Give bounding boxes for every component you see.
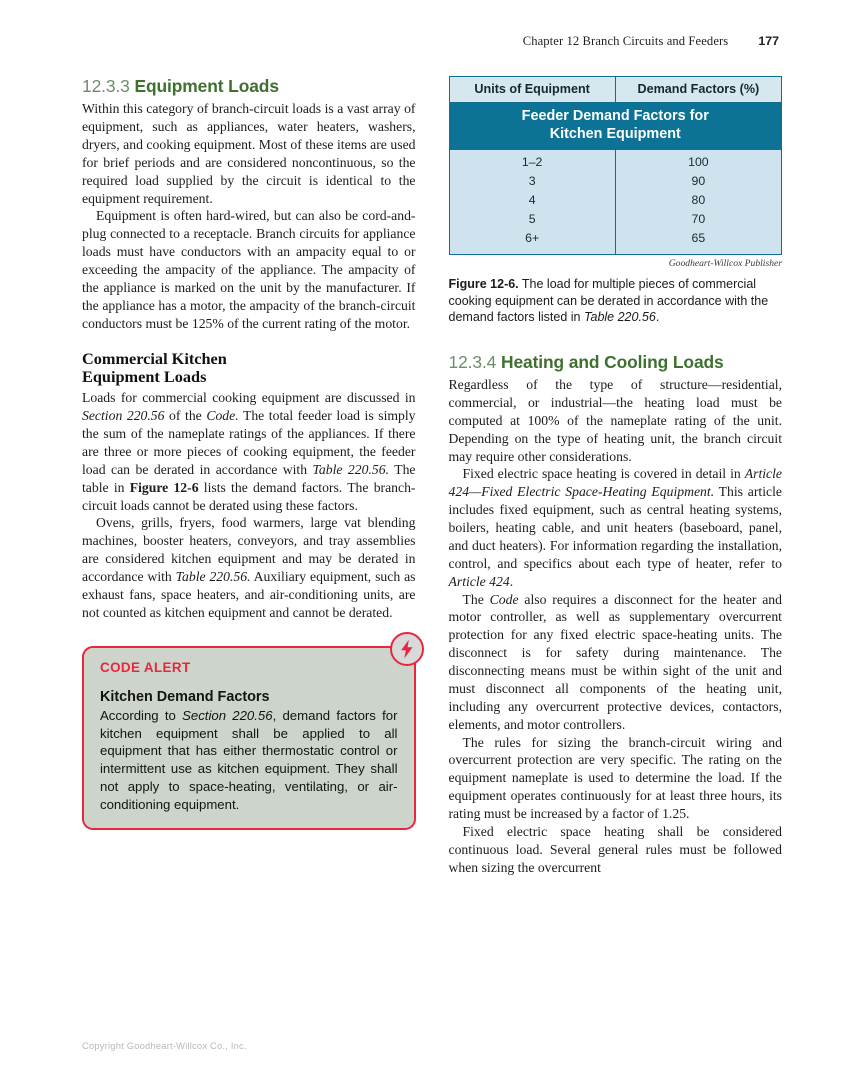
code-alert-title: Kitchen Demand Factors xyxy=(100,688,270,705)
ref-figure-12-6: Figure 12-6 xyxy=(129,479,199,495)
cell-units: 1–2 xyxy=(449,150,615,172)
section-title: Heating and Cooling Loads xyxy=(501,351,724,372)
table-title-line-2: Kitchen Equipment xyxy=(549,125,681,142)
page-body xyxy=(82,76,782,877)
section-title: Equipment Loads xyxy=(134,76,279,96)
cell-demand-factor: 65 xyxy=(615,230,781,255)
ref-section-220-56: Section 220.56 xyxy=(182,707,273,723)
subheading-line-1: Commercial Kitchen xyxy=(82,348,227,368)
section-number: 12.3.4 xyxy=(448,351,497,372)
paragraph-heating-load: Regardless of the type of structure—residential, commercial, or industrial—the heating load must be computed at 100% of the nameplate rating of the unit. Depending on the type of heating unit, the branch circuit may require other considerations. xyxy=(448,377,782,464)
paragraph-kitchen-equipment-list xyxy=(82,514,416,621)
subheading-commercial-kitchen-equipment-loads xyxy=(82,350,416,388)
figure-caption xyxy=(449,276,783,326)
table-row xyxy=(449,150,782,172)
text-run: also requires a disconnect for the heater and motor controller, as well as supplementary overcurrent protection for any fixed electric space-heating units. The disconnect is for safety during maintenance. The disconnecting means must be within sight of the unit and must disconnect all components of the heating unit, including any overcurrent protective devices, contactors, elements, and motor controllers. xyxy=(448,591,782,732)
paragraph-kitchen-loads xyxy=(82,389,416,514)
ref-section-220-56: Section 220.56 xyxy=(82,408,165,424)
ref-code: Code. xyxy=(206,408,239,424)
cell-units: 6+ xyxy=(449,230,615,255)
column-header-units: Units of Equipment xyxy=(449,77,615,103)
table-title-line-1: Feeder Demand Factors for xyxy=(521,108,709,124)
cell-demand-factor: 100 xyxy=(615,150,781,172)
paragraph-continuous-load: Fixed electric space heating shall be considered continuous load. Several general rules must be followed when sizing the overcurrent xyxy=(448,823,782,875)
text-run: . xyxy=(509,573,514,589)
paragraph-disconnect-requirements xyxy=(449,591,783,734)
text-run: The total feeder load is simply the sum of the nameplate ratings of the appliances. If there are three or more pieces of cooking equipment, the feeder load can be derated in accordance with xyxy=(82,408,416,477)
text-run: Fixed electric space heating is covered in detail in xyxy=(462,466,745,482)
code-alert-wrapper xyxy=(82,646,416,830)
figure-12-6 xyxy=(449,76,783,326)
table-body xyxy=(449,150,782,254)
ref-table-220-56: Table 220.56. xyxy=(175,569,251,585)
table-title-cell xyxy=(449,103,782,151)
table-title-row xyxy=(449,103,782,151)
text-run: The table in xyxy=(82,461,416,495)
ref-table-220-56: Table 220.56. xyxy=(312,461,389,477)
code-alert-box xyxy=(82,646,416,830)
paragraph-fixed-electric-space-heating xyxy=(449,465,783,590)
subheading-line-2: Equipment Loads xyxy=(82,367,207,387)
table-row xyxy=(449,173,782,192)
cell-demand-factor: 70 xyxy=(615,211,781,230)
text-run: This article includes fixed equipment, such as central heating systems, boilers, heating cable, and unit heaters (baseboard, panel, and duct heaters). For information regarding the installation, control, and specifics about each type of heater, refer to xyxy=(448,484,782,571)
figure-credit: Goodheart-Willcox Publisher xyxy=(668,258,782,270)
text-run: Ovens, grills, fryers, food warmers, large vat blending machines, booster heaters, conveyors, and tray assemblies are considered kitchen equipment and may be derated in accordance with xyxy=(82,515,416,585)
table-row xyxy=(449,211,782,230)
text-run: , demand factors for kitchen equipment shall be applied to all equipment that has either thermostatic control or intermittent use as kitchen equipment. They shall not apply to space-heating, ventilating, or air-conditioning equipment. xyxy=(100,707,398,812)
footer-copyright: Copyright Goodheart-Willcox Co., Inc. xyxy=(82,1040,247,1051)
text-run: According to xyxy=(100,707,183,723)
table-row xyxy=(449,192,782,211)
cell-units: 3 xyxy=(449,173,615,192)
figure-caption-label: Figure 12-6. xyxy=(448,277,519,292)
table-row xyxy=(449,230,782,255)
running-head xyxy=(80,34,779,49)
text-run: of the xyxy=(164,408,207,424)
ref-table-220-56: Table 220.56 xyxy=(584,310,656,325)
paragraph-sizing-rules: The rules for sizing the branch-circuit wiring and overcurrent protection are very specific. The rating on the equipment nameplate is used to determine the load. If the equipment operates continuously for at least three hours, its rating must be increased by a factor of 1.25. xyxy=(448,734,782,822)
paragraph-equipment-intro: Within this category of branch-circuit loads is a vast array of equipment, such as appliances, water heaters, washers, dryers, and cooking equipment. Most of these items are used for brief periods and are considered noncontinuous, so the required load supplied by the circuit is identical to the equipment requirement. xyxy=(82,101,416,206)
paragraph-equipment-hardwired: Equipment is often hard-wired, but can also be cord-and-plug connected to a receptacle. Branch circuits for appliance loads must have conductors with an ampacity equal to or exceeding the ampacity of the appliance. The ampacity of the appliance is marked on the unit by the manufacturer. If the appliance has a motor, the ampacity of the branch-circuit conductors must be 125% of the current rating of the motor. xyxy=(82,208,416,331)
text-run: lists the demand factors. The branch-circuit loads cannot be derated using these factors. xyxy=(82,479,416,513)
code-alert-kicker: CODE ALERT xyxy=(100,659,191,675)
left-column xyxy=(82,76,416,877)
text-run: The xyxy=(462,591,490,607)
code-alert-text xyxy=(100,707,398,814)
text-run: Auxiliary equipment, such as exhaust fans, space heaters, and air-conditioning units, are not counted as kitchen equipment and cannot be derated. xyxy=(82,569,416,620)
table-header-row xyxy=(449,77,782,103)
text-run: Loads for commercial cooking equipment are discussed in xyxy=(82,390,416,406)
feeder-demand-factors-table xyxy=(449,76,783,255)
ref-article-424: Article 424 xyxy=(448,573,510,589)
section-number: 12.3.3 xyxy=(82,76,130,96)
section-heading-12-3-4 xyxy=(449,352,783,372)
section-heading-12-3-3 xyxy=(82,76,416,96)
column-header-demand-factors: Demand Factors (%) xyxy=(615,77,781,103)
lightning-bolt-icon xyxy=(390,632,424,666)
cell-units: 5 xyxy=(449,211,615,230)
page-number: 177 xyxy=(758,34,779,48)
cell-demand-factor: 90 xyxy=(615,173,781,192)
running-head-text: Chapter 12 Branch Circuits and Feeders xyxy=(522,34,729,48)
cell-units: 4 xyxy=(449,192,615,211)
ref-article-424-title: Article 424—Fixed Electric Space-Heating Equipment. xyxy=(448,466,782,500)
ref-code: Code xyxy=(489,591,519,607)
cell-demand-factor: 80 xyxy=(615,192,781,211)
right-column xyxy=(449,76,783,877)
text-run: The load for multiple pieces of commercial cooking equipment can be derated in accordance with the demand factors listed in xyxy=(448,277,769,325)
text-run: . xyxy=(655,310,660,325)
